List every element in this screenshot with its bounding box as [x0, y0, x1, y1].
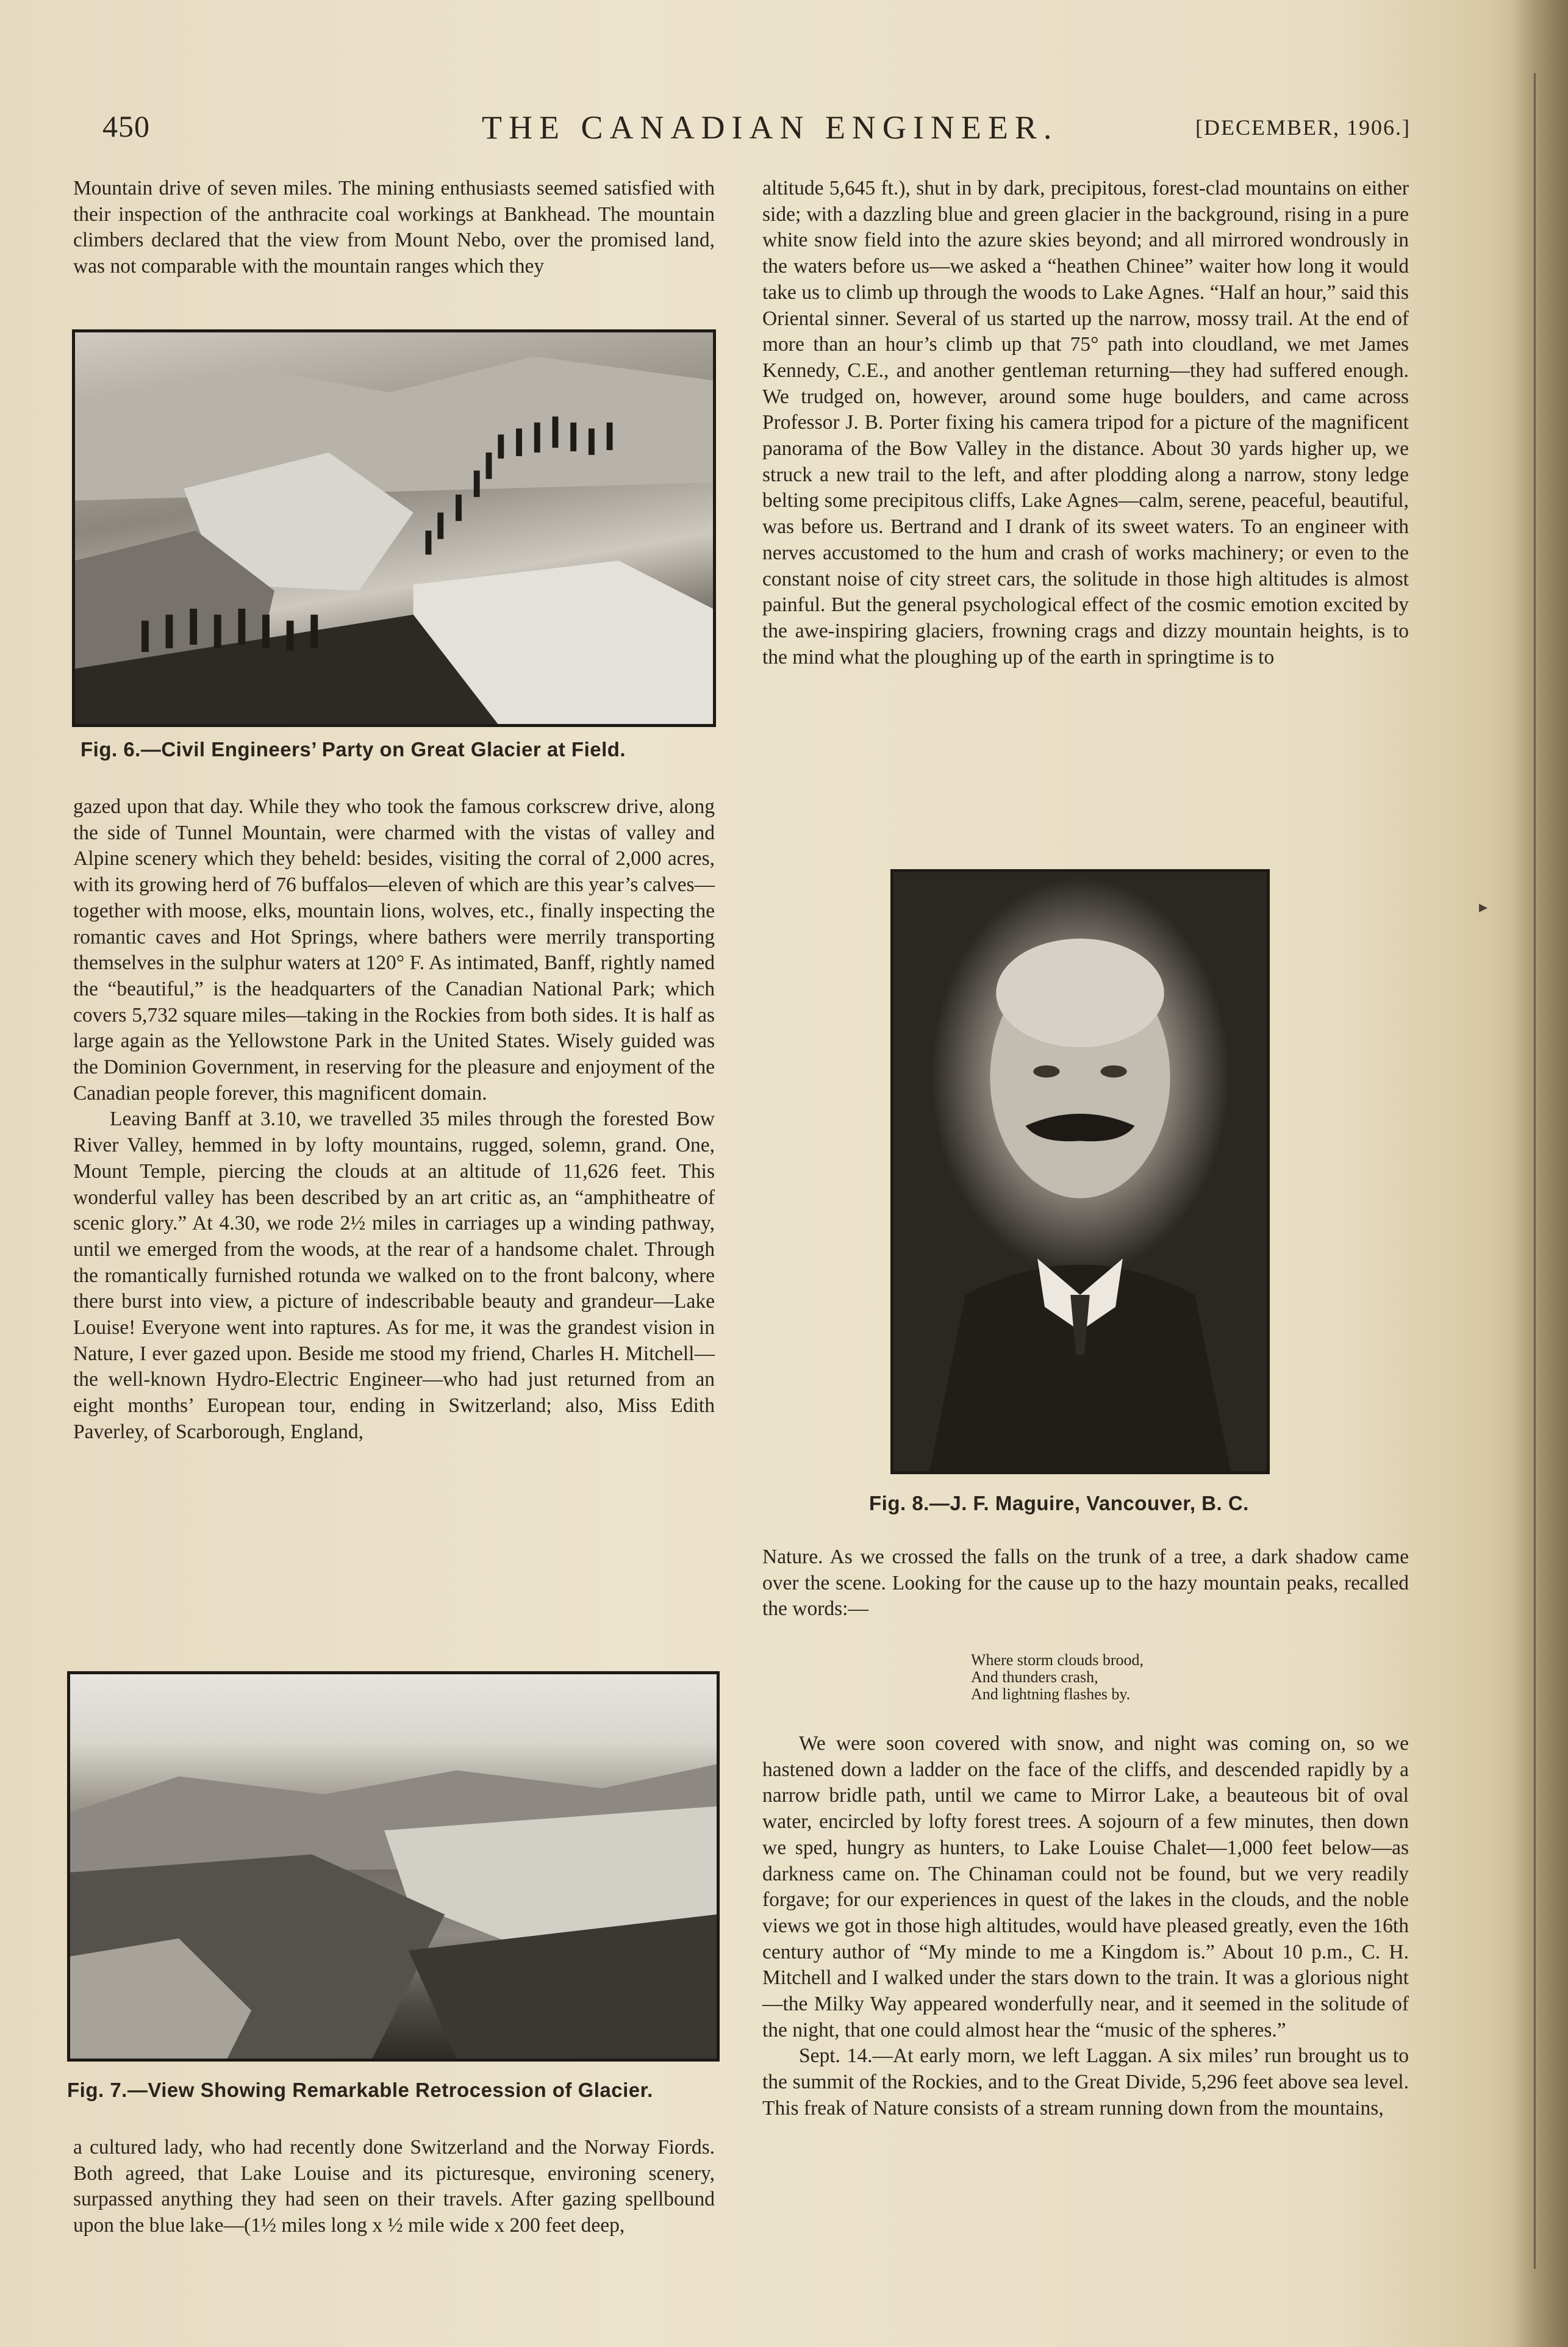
left-column-block-b: [73, 794, 715, 1446]
binding-edge: [1511, 0, 1568, 2347]
page-number: 450: [102, 109, 150, 143]
glacier-party-illustration: [75, 332, 713, 724]
paragraph: a cultured lady, who had recently done Switzerland and the Norway Fiords. Both agreed, that Lake Louise and its picturesque, environing scenery, surpassed anything they had seen on their travels. After gazing spellbound upon the blue lake—(1½ miles long x ½ mile wide x 200 feet deep,: [73, 2136, 715, 2237]
left-column-block-c: [73, 2135, 715, 2239]
issue-date: [DECEMBER, 1906.]: [1195, 115, 1411, 140]
page-header: [0, 102, 1568, 151]
paragraph: Leaving Banff at 3.10, we travelled 35 miles through the forested Bow River Valley, hemmed in by lofty mountains, rugged, solemn, grand. One, Mount Temple, piercing the clouds at an altitude of 11,626 feet. This wonderful valley has been described by an art critic as, an “amphitheatre of scenic glory.” At 4.30, we rode 2½ miles in carriages up a winding pathway, until we emerged from the woods, at the rear of a handsome chalet. Through the romantically furnished rotunda we walked on to the front balcony, where there burst into view, a picture of indescribable beauty and grandeur—Lake Louise! Everyone went into raptures. As for me, it was the grandest vision in Nature, I ever gazed upon. Beside me stood my friend, Charles H. Mitchell—the well-known Hydro-Electric Engineer—who had just returned from an eight months’ European tour, ending in Switzerland; also, Miss Edith Paverley, of Scarborough, England,: [73, 1108, 715, 1443]
figure-7-caption: Fig. 7.—View Showing Remarkable Retrocession of Glacier.: [67, 2079, 653, 2101]
binding-edge-line: [1534, 73, 1536, 2269]
poem-line: And thunders crash,: [971, 1668, 1098, 1686]
poem-quote: [971, 1652, 1144, 1703]
paragraph: altitude 5,645 ft.), shut in by dark, precipitous, forest-clad mountains on either side; with a dazzling blue and green glacier in the background, rising in a pure white snow field into the azure skies beyond; and all mirrored wondrously in the waters before us—we asked a “heathen Chinee” waiter how long it would take us to climb up through the woods to Lake Agnes. “Half an hour,” said this Oriental sinner. Several of us started up the narrow, mossy trail. At the end of more than an hour’s climb up that 75° path into cloudland, we met James Kennedy, C.E., and another gentleman returning—they had suffered enough. We trudged on, however, around some huge boulders, and came across Professor J. B. Porter fixing his camera tripod for a picture of the magnificent panorama of the Bow Valley in the distance. About 30 yards higher up, we struck a new trail to the left, and after plodding along a narrow, stony ledge belting some precipitous cliffs, Lake Agnes—calm, serene, peaceful, beautiful, was before us. Bertrand and I drank of its sweet waters. To an engineer with nerves accustomed to the hum and crash of works machinery; or even to the constant noise of city street cars, the solitude in those high altitudes is almost painful. But the general psychological effect of the cosmic emotion excited by the awe-inspiring glaciers, frowning crags and dizzy mountain heights, is to the mind what the ploughing up of the earth in springtime is to: [762, 177, 1409, 668]
paragraph: Nature. As we crossed the falls on the trunk of a tree, a dark shadow came over the scene. Looking for the cause up to the hazy mountain peaks, recalled the words:—: [762, 1546, 1409, 1621]
figure-6-glacier-party-photo: [72, 329, 716, 727]
journal-title: THE CANADIAN ENGINEER.: [482, 109, 1059, 146]
paragraph: Sept. 14.—At early morn, we left Laggan. A six miles’ run brought us to the summit of the Rockies, and to the Great Divide, 5,296 feet above sea level. This freak of Nature consists of a stream running down from the mountains,: [762, 2044, 1409, 2119]
right-column-block-a: [762, 176, 1409, 670]
margin-mark: ▸: [1479, 898, 1488, 917]
figure-7-glacier-retrocession-photo: [67, 1671, 720, 2062]
figure-8-caption: Fig. 8.—J. F. Maguire, Vancouver, B. C.: [869, 1492, 1249, 1514]
right-column-block-c: [762, 1731, 1409, 2122]
paragraph: We were soon covered with snow, and night was coming on, so we hastened down a ladder on the face of the cliffs, and descended rapidly by a narrow bridle path, until we came to Mirror Lake, a beauteous bit of oval water, encircled by lofty forest trees. A sojourn of a few minutes, then down we sped, hungry as hunters, to Lake Louise Chalet—1,000 feet below—as darkness came on. The Chinaman could not be found, but we very readily forgave; for our experiences in quest of the lakes in the clouds, and the noble views we got in those high altitudes, would have pleased greatly, even the 16th century author of “My minde to me a Kingdom is.” About 10 p.m., C. H. Mitchell and I walked under the stars down to the train. It was a glorious night—the Milky Way appeared wonderfully near, and it seemed in the solitude of the night, that one could almost hear the “music of the spheres.”: [762, 1732, 1409, 2041]
glacier-valley-illustration: [70, 1674, 717, 2059]
poem-line: And lightning flashes by.: [971, 1685, 1131, 1703]
paragraph: gazed upon that day. While they who took the famous corkscrew drive, along the side of Tunnel Mountain, were charmed with the vistas of valley and Alpine scenery which they beheld: besides, visiting the corral of 2,000 acres, with its growing herd of 76 buffalos—eleven of which are this year’s calves—together with moose, elks, mountain lions, wolves, etc., finally inspecting the romantic caves and Hot Springs, where bathers were merrily transporting themselves in the sulphur waters at 120° F. As intimated, Banff, rightly named the “beautiful,” is the headquarters of the Canadian National Park; which covers 5,732 square miles—taking in the Rockies from both sides. It is half as large again as the Yellowstone Park in the United States. Wisely guided was the Dominion Government, in reserving for the pleasure and enjoyment of the Canadian people forever, this magnificent domain.: [73, 795, 715, 1105]
paragraph: Mountain drive of seven miles. The mining enthusiasts seemed satisfied with their inspection of the anthracite coal workings at Bankhead. The mountain climbers declared that the view from Mount Nebo, over the promised land, was not comparable with the mountain ranges which they: [73, 177, 715, 278]
portrait-illustration: [893, 872, 1267, 1471]
left-column-block-a: [73, 176, 715, 280]
figure-8-portrait-photo: [890, 869, 1270, 1474]
right-column-block-b: [762, 1544, 1409, 1622]
poem-line: Where storm clouds brood,: [971, 1651, 1144, 1669]
figure-6-caption: Fig. 6.—Civil Engineers’ Party on Great Glacier at Field.: [81, 738, 626, 761]
